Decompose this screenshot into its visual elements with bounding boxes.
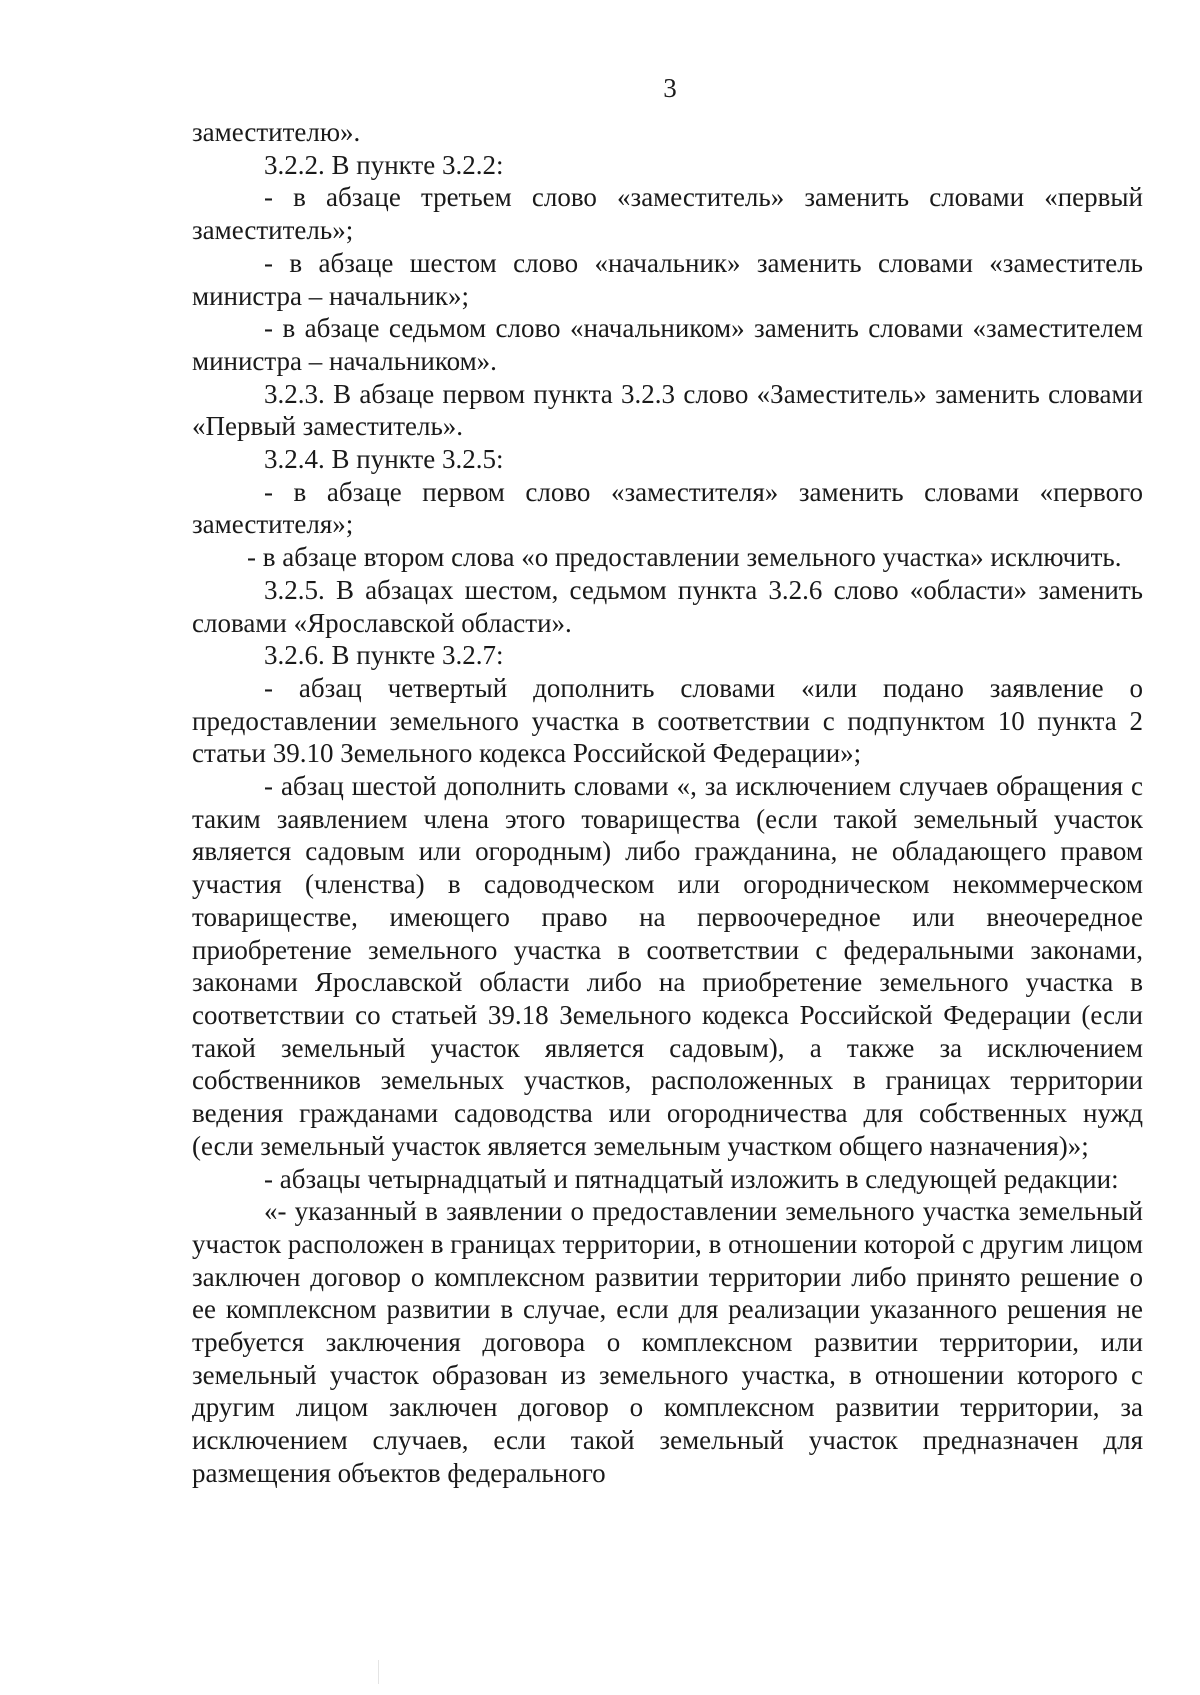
paragraph: - в абзаце втором слова «о предоставлении земельного участка» исключить. — [247, 542, 1122, 573]
paragraph: - в абзаце шестом слово «начальник» заменить словами «заместитель министра – начальник»; — [192, 247, 1143, 311]
scan-artifact — [378, 1660, 379, 1684]
paragraph: 3.2.3. В абзаце первом пункта 3.2.3 слово «Заместитель» заменить словами «Первый заместитель». — [192, 378, 1143, 442]
paragraph: «- указанный в заявлении о предоставлении земельного участка земельный участок расположен в границах территории, в отношении которой с другим лицом заключен договор о комплексном развитии территории либо принято решение о ее комплексном развитии в случае, если для реализации указанного решения не требуется заключения договора о комплексном развитии территории, или земельный участок образован из земельного участка, в отношении которого с другим лицом заключен договор о комплексном развитии территории, за исключением случаев, если такой земельный участок предназначен для размещения объектов федерального — [192, 1196, 1143, 1488]
paragraph: заместителю». — [192, 117, 361, 147]
page-number: 3 — [663, 73, 677, 103]
paragraph: 3.2.5. В абзацах шестом, седьмом пункта 3.2.6 слово «области» заменить словами «Ярославской области». — [192, 574, 1143, 638]
paragraph: - в абзаце первом слово «заместителя» заменить словами «первого заместителя»; — [192, 476, 1143, 540]
paragraph: - абзац четвертый дополнить словами «или подано заявление о предоставлении земельного участка в соответствии с подпунктом 10 пункта 2 статьи 39.10 Земельного кодекса Российской Федерации»; — [192, 672, 1143, 769]
document-body — [192, 116, 1143, 1490]
paragraph: 3.2.6. В пункте 3.2.7: — [264, 640, 504, 671]
paragraph: 3.2.4. В пункте 3.2.5: — [264, 444, 504, 475]
paragraph: - абзацы четырнадцатый и пятнадцатый изложить в следующей редакции: — [264, 1163, 1119, 1194]
paragraph: - абзац шестой дополнить словами «, за исключением случаев обращения с таким заявлением члена этого товарищества (если такой земельный участок является садовым или огородным) либо гражданина, не обладающего правом участия (членства) в садоводческом или огородническом некоммерческом товариществе, имеющего право на первоочередное или внеочередное приобретение земельного участка в соответствии с федеральными законами, законами Ярославской области либо на приобретение земельного участка в соответствии со статьей 39.18 Земельного кодекса Российской Федерации (если такой земельный участок является садовым), а также за исключением собственников земельных участков, расположенных в границах территории ведения гражданами садоводства или огородничества для собственных нужд (если земельный участок является земельным участком общего назначения)»; — [192, 771, 1143, 1161]
paragraph: 3.2.2. В пункте 3.2.2: — [264, 149, 504, 180]
paragraph: - в абзаце седьмом слово «начальником» заменить словами «заместителем министра – начальником». — [192, 313, 1143, 376]
paragraph: - в абзаце третьем слово «заместитель» заменить словами «первый заместитель»; — [192, 182, 1143, 246]
